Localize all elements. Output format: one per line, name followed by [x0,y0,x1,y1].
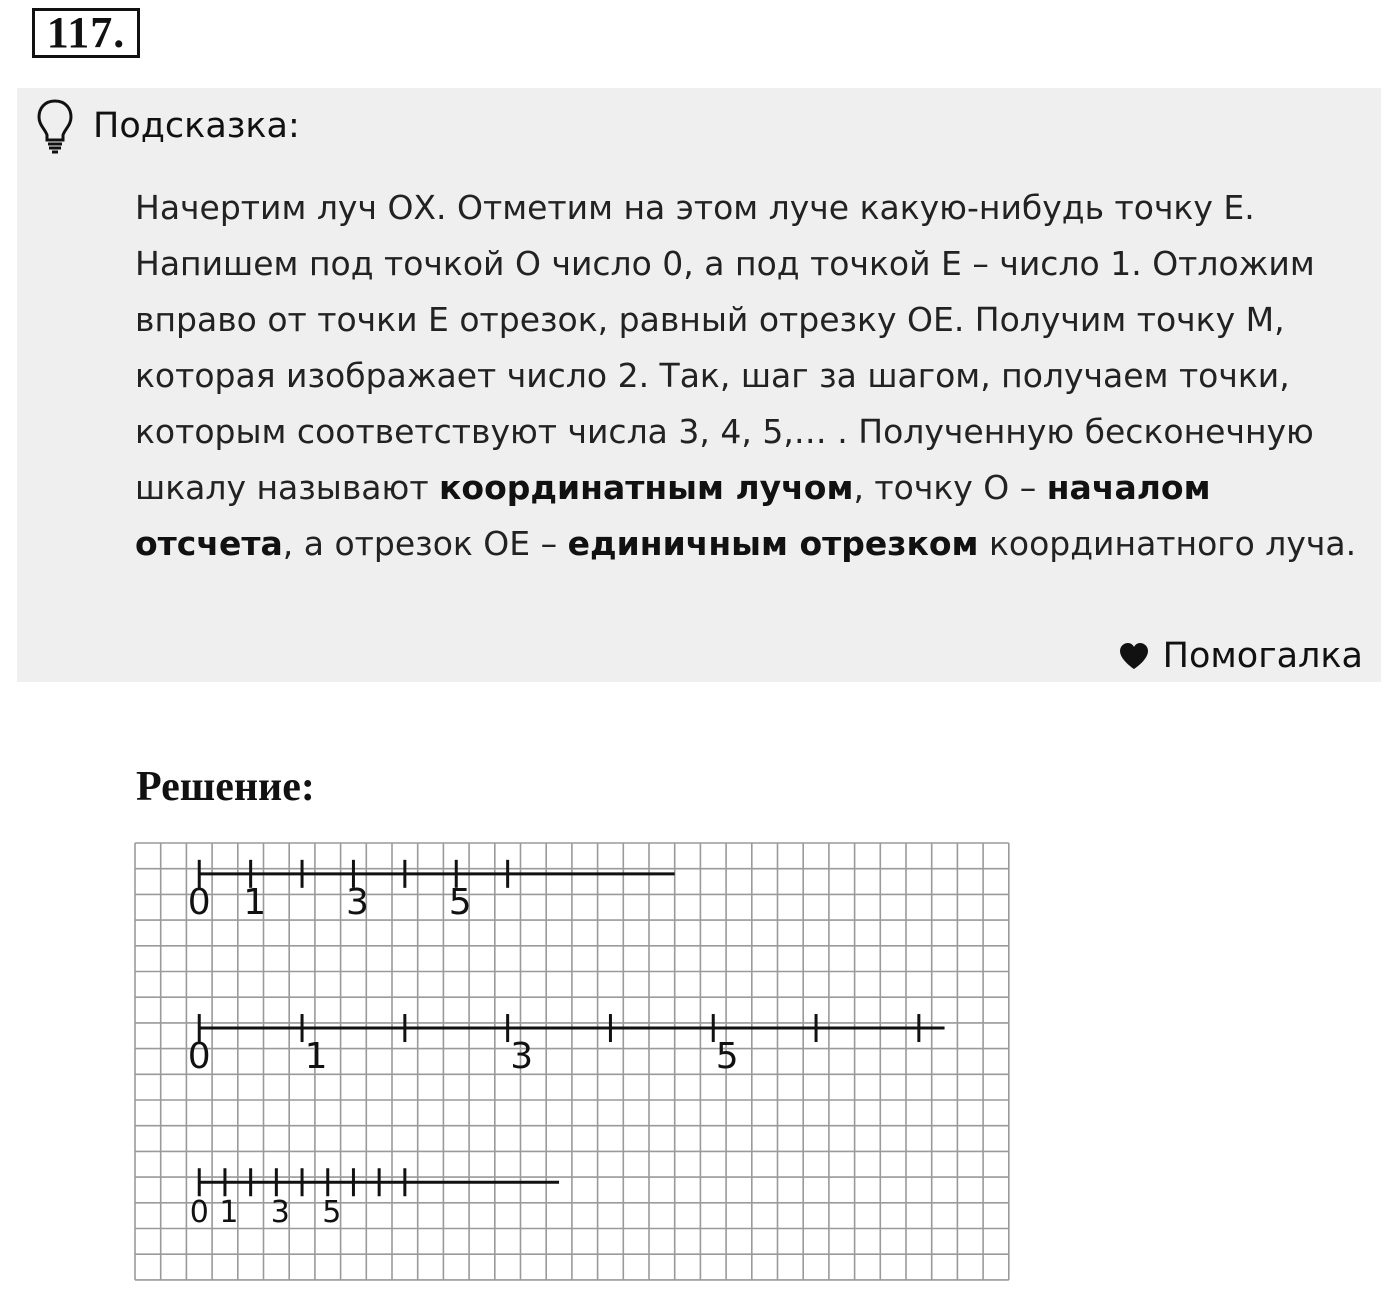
hint-term: координатным лучом [439,468,854,507]
ray-label: 0 [187,1036,211,1078]
hint-run: координатного луча. [978,524,1357,563]
ray-label: 5 [322,1195,342,1231]
ray-label: 5 [715,1036,739,1078]
ray-label: 1 [243,881,267,923]
hint-term: единичным отрезком [567,524,979,563]
coordinate-rays [188,860,945,1230]
hint-title: Подсказка: [93,106,300,146]
ray-label: 3 [510,1036,534,1078]
ray-label: 1 [219,1195,239,1231]
task-number: 117. [32,8,140,58]
hint-term: началом отсчета [135,468,1211,563]
ray-label: 0 [189,1195,209,1231]
hint-run: , а отрезок ОЕ – [282,524,568,563]
hint-run: Начертим луч ОХ. Отметим на этом луче какую-нибудь точку Е. Напишем под точкой О число 0, а под точкой Е – число 1. Отложим вправо от точки Е отрезок, равный отрезку ОЕ. Получим точку М, которая изображает число 2. Так, шаг за шагом, получаем точки, которым соответствуют числа 3, 4, 5,… . Полученную бесконечную шкалу называют [135,188,1315,507]
hint-run: , точку О – [853,468,1047,507]
ray-label: 0 [187,881,211,923]
solution-heading: Решение: [136,764,315,810]
credit-label: Помогалка [1162,636,1363,676]
ray-label: 3 [345,881,369,923]
ray-label: 1 [304,1036,328,1078]
ray-label: 5 [448,881,472,923]
ray-label: 3 [270,1195,290,1231]
